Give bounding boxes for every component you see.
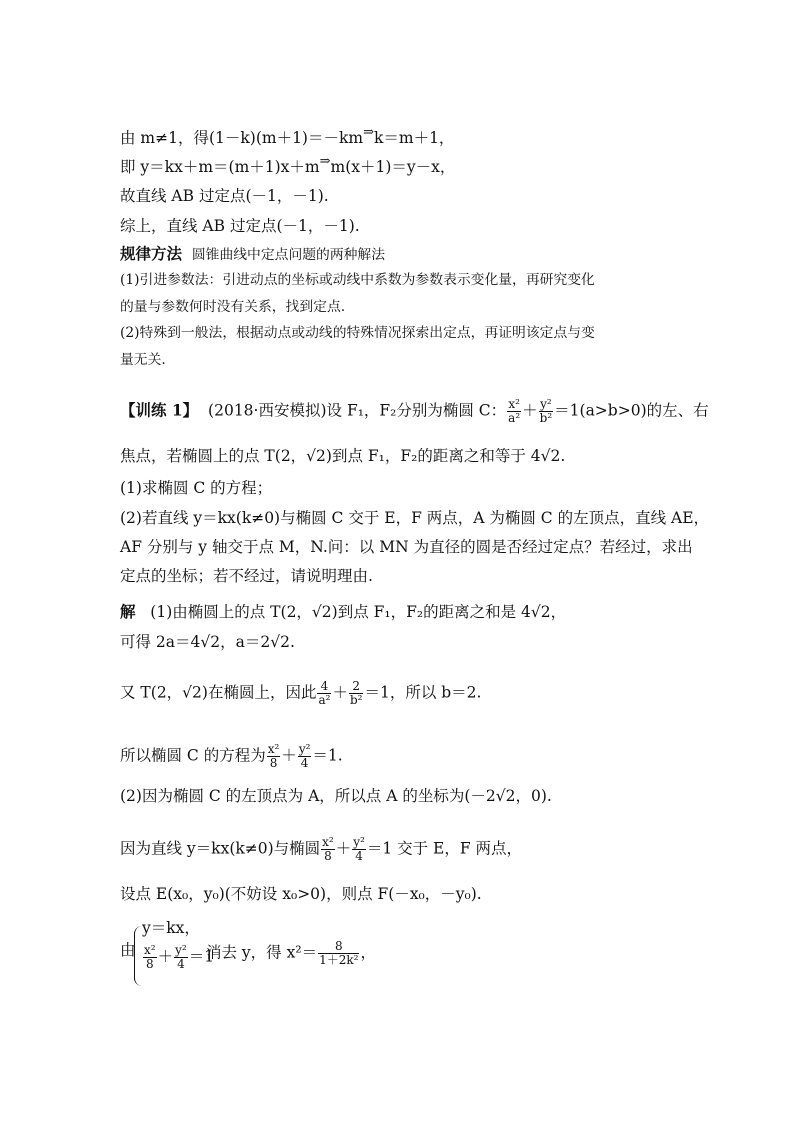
question-2a: (2)若直线 y＝kx(k≠0)与椭圆 C 交于 E，F 两点，A 为椭圆 C 的左顶点，直线 AE， xyxy=(120,509,710,527)
solution-7: 设点 E(x₀，y₀)(不妨设 x₀>0)，则点 F(－x₀，－y₀). xyxy=(120,885,482,903)
text-span: ＝1，所以 b＝2. xyxy=(364,683,482,702)
solution-5: (2)因为椭圆 C 的左顶点为 A，所以点 A 的坐标为(－2√2，0). xyxy=(120,787,552,805)
numerator: y² xyxy=(540,397,552,411)
fraction xyxy=(352,836,366,863)
denominator: 1＋2k² xyxy=(319,953,359,967)
question-2c: 定点的坐标；若不经过，请说明理由. xyxy=(120,567,373,585)
question-1: (1)求椭圆 C 的方程； xyxy=(120,479,273,497)
denominator: 8 xyxy=(145,957,154,971)
numerator: 4 xyxy=(317,680,331,694)
fraction xyxy=(349,680,364,707)
text-span: 又 T(2，√2)在椭圆上，因此 xyxy=(120,683,317,702)
denominator: a² xyxy=(318,693,331,707)
line-3: 故直线 AB 过定点(－1，－1). xyxy=(120,187,329,205)
implies-arrow: ⇒ xyxy=(363,125,374,140)
fraction xyxy=(298,743,312,770)
solution-label: 解 xyxy=(120,602,136,621)
text-span: m(x＋1)＝y－x， xyxy=(330,158,456,176)
text-span: ＝1. xyxy=(312,746,343,765)
denominator: 4 xyxy=(300,756,309,770)
numerator: x² xyxy=(322,835,334,849)
fraction xyxy=(174,944,188,971)
solution-6: 因为直线 y＝kx(k≠0)与椭圆 $\frac{\text{x²}}{8}$ ＋ $\frac{\text{y²}}{4}$ ＝1 交于 E，F 两点， xyxy=(120,835,523,863)
method-heading xyxy=(120,244,385,265)
line-2 xyxy=(120,154,456,179)
solution-4: 所以椭圆 C 的方程为 $\frac{\text{x²}}{8}$ ＋ $\frac{\text{y²}}{4}$ ＝1. xyxy=(120,742,343,770)
fraction xyxy=(318,940,359,967)
denominator: b² xyxy=(349,693,363,707)
fraction xyxy=(321,836,335,863)
method-title: 圆锥曲线中定点问题的两种解法 xyxy=(191,247,386,263)
fraction xyxy=(507,398,521,425)
denominator: 8 xyxy=(269,756,278,770)
solution-3: 又 T(2，√2)在椭圆上，因此 $\frac{4}{\text{a²}}$ ＋ $\frac{2}{\text{b²}}$ ＝1，所以 b＝2. xyxy=(120,679,482,707)
solution-8-top: y＝kx， xyxy=(142,919,200,937)
denominator: 4 xyxy=(355,849,363,863)
denominator: 8 xyxy=(324,849,332,863)
fraction xyxy=(317,680,331,707)
text-span: 所以椭圆 C 的方程为 xyxy=(120,746,266,765)
numerator: x² xyxy=(508,397,520,411)
text-span: ＝1(a>b>0)的左、右 xyxy=(554,401,709,420)
numerator: x² xyxy=(267,742,280,756)
line-1 xyxy=(120,125,455,150)
denominator: b² xyxy=(539,411,553,425)
solution-2: 可得 2a＝4√2，a＝2√2. xyxy=(120,633,295,651)
method-2b: 量无关. xyxy=(120,352,166,368)
fraction xyxy=(143,944,157,971)
training-tag: 【训练 1】 xyxy=(120,400,199,420)
text-span: 即 y＝kx＋m＝(m＋1)x＋m xyxy=(120,158,320,176)
numerator: x² xyxy=(144,943,156,957)
method-2a: (2)特殊到一般法，根据动点或动线的特殊情况探索出定点，再证明该定点与变 xyxy=(120,325,595,341)
implies-arrow: ⇒ xyxy=(319,154,331,169)
solution-1 xyxy=(120,602,566,622)
numerator: 2 xyxy=(349,680,364,694)
fraction xyxy=(539,398,554,425)
text-span: ＝1 交于 E，F 两点， xyxy=(366,839,523,858)
denominator: 4 xyxy=(177,957,185,971)
fraction xyxy=(267,743,281,770)
text-span: (2018·西安模拟)设 F₁，F₂分别为椭圆 C： xyxy=(208,401,507,420)
numerator: y² xyxy=(353,835,365,849)
text-span: 由 m≠1，得(1－k)(m＋1)＝－km xyxy=(120,129,364,147)
numerator: y² xyxy=(175,943,187,957)
text-span: 因为直线 y＝kx(k≠0)与椭圆 xyxy=(120,839,321,858)
solution-8-bottom: $\frac{\text{x²}}{8}$ ＋ $\frac{\text{y²}}{4}$ ＝1 xyxy=(144,943,215,971)
text-span: k＝m＋1， xyxy=(373,129,455,147)
line-4: 综上，直线 AB 过定点(－1，－1). xyxy=(120,217,360,235)
numerator: y² xyxy=(298,742,311,756)
training-line-1: 【训练 1】 (2018·西安模拟)设 F₁，F₂分别为椭圆 C： $\frac{\text{x²}}{\text{a²}}$ ＋ $\frac{\text{y²}}{\text{b²}}$ ＝1(a>b>0)的左、右 xyxy=(120,397,709,425)
method-label: 规律方法 xyxy=(120,244,183,263)
question-2b: AF 分别与 y 轴交于点 M，N.问：以 MN 为直径的圆是否经过定点？若经过，求出 xyxy=(120,538,693,556)
training-line-2: 焦点，若椭圆上的点 T(2，√2)到点 F₁，F₂的距离之和等于 4√2. xyxy=(120,447,566,465)
solution-8-result: 消去 y，得 x²＝ $\frac{8}{\text{1＋2k²}}$ ， xyxy=(206,939,376,967)
method-1a: (1)引进参数法：引进动点的坐标或动线中系数为参数表示变化量，再研究变化 xyxy=(120,272,595,288)
text-span: ＝1 xyxy=(188,947,215,966)
text-span: (1)由椭圆上的点 T(2，√2)到点 F₁，F₂的距离之和是 4√2， xyxy=(150,603,567,621)
denominator: a² xyxy=(508,411,521,425)
solution-8-label: 由 xyxy=(120,941,136,959)
method-1b: 的量与参数何时没有关系，找到定点. xyxy=(120,299,346,315)
numerator: 8 xyxy=(318,940,359,954)
text-span: 消去 y，得 x²＝ xyxy=(206,943,318,962)
